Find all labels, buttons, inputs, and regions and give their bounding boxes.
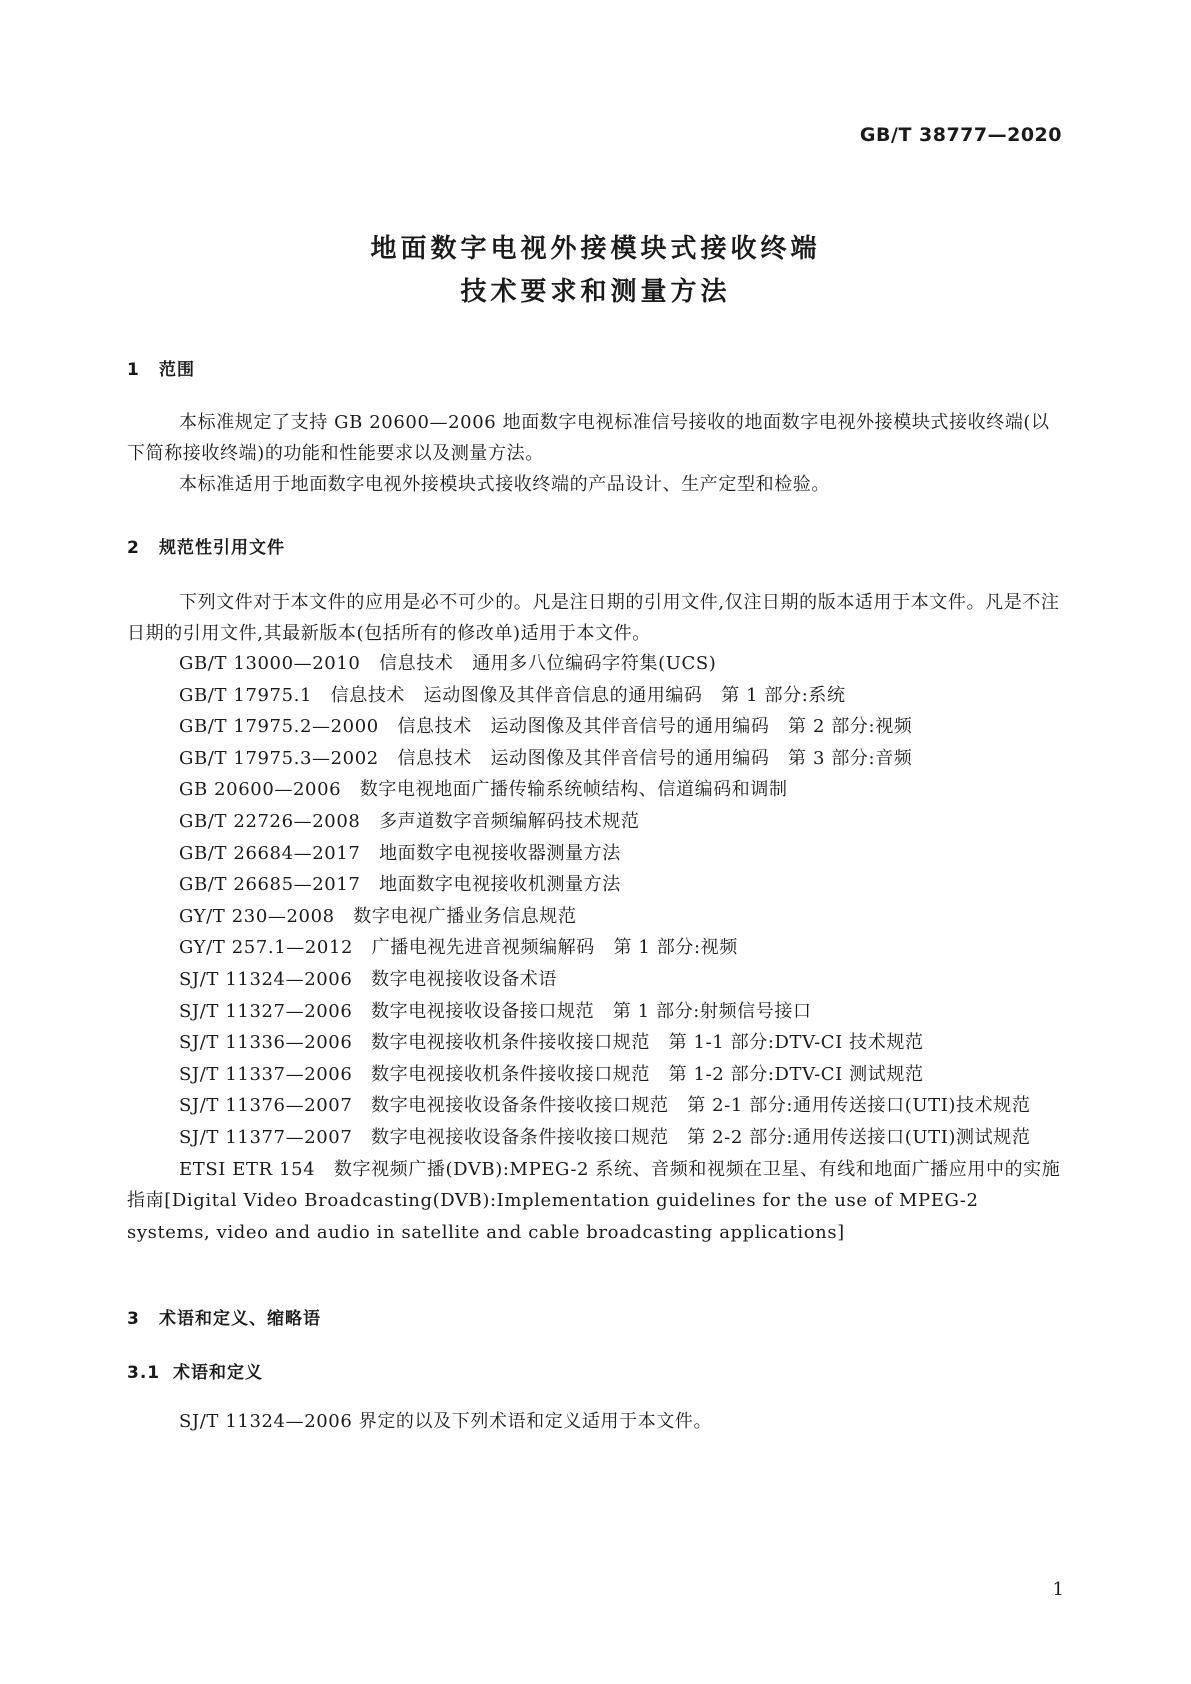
reference-item: GB/T 13000—2010 信息技术 通用多八位编码字符集(UCS) — [179, 653, 717, 674]
reference-item: GB/T 22726—2008 多声道数字音频编解码技术规范 — [179, 810, 640, 832]
paragraph: 下列文件对于本文件的应用是必不可少的。凡是注日期的引用文件,仅注日期的版本适用于本文件。凡是不注日期的引用文件,其最新版本(包括所有的修改单)适用于本文件。 — [127, 592, 1060, 644]
paragraph: 本标准适用于地面数字电视外接模块式接收终端的产品设计、生产定型和检验。 — [179, 474, 830, 495]
standard-number: GB/T 38777—2020 — [859, 124, 1062, 146]
reference-item: GB/T 17975.1 信息技术 运动图像及其伴音信息的通用编码 第 1 部分:系统 — [179, 684, 846, 706]
paragraph: 本标准规定了支持 GB 20600—2006 地面数字电视标准信号接收的地面数字电视外接模块式接收终端(以下简称接收终端)的功能和性能要求以及测量方法。 — [127, 412, 1050, 464]
section-number: 1 — [127, 360, 140, 380]
section-1-body — [127, 407, 1064, 500]
document-title — [0, 228, 1191, 314]
reference-item: GY/T 257.1—2012 广播电视先进音视频编解码 第 1 部分:视频 — [179, 937, 738, 959]
section-1-heading — [127, 355, 195, 380]
title-line-1: 地面数字电视外接模块式接收终端 — [370, 234, 821, 264]
subsection-title: 术语和定义 — [173, 1363, 263, 1383]
paragraph: SJ/T 11324—2006 界定的以及下列术语和定义适用于本文件。 — [179, 1411, 713, 1432]
reference-item: GB/T 17975.3—2002 信息技术 运动图像及其伴音信号的通用编码 第 3 部分:音频 — [179, 747, 913, 769]
reference-item: GB/T 17975.2—2000 信息技术 运动图像及其伴音信号的通用编码 第 2 部分:视频 — [179, 716, 913, 738]
reference-item: SJ/T 11377—2007 数字电视接收设备条件接收接口规范 第 2-2 部分:通用传送接口(UTI)测试规范 — [179, 1126, 1031, 1148]
subsection-number: 3.1 — [127, 1363, 161, 1383]
section-number: 2 — [127, 538, 140, 558]
reference-item: SJ/T 11327—2006 数字电视接收设备接口规范 第 1 部分:射频信号接口 — [179, 1000, 812, 1022]
section-title: 术语和定义、缩略语 — [159, 1309, 321, 1329]
page-number: 1 — [1052, 1579, 1064, 1600]
reference-item: GY/T 230—2008 数字电视广播业务信息规范 — [179, 905, 577, 927]
section-3-1-body — [127, 1406, 1064, 1437]
reference-item: SJ/T 11324—2006 数字电视接收设备术语 — [179, 968, 558, 990]
section-3-1-heading — [127, 1358, 263, 1383]
section-title: 范围 — [159, 360, 195, 380]
section-number: 3 — [127, 1309, 140, 1329]
reference-item: SJ/T 11376—2007 数字电视接收设备条件接收接口规范 第 2-1 部分:通用传送接口(UTI)技术规范 — [179, 1095, 1031, 1117]
reference-item: GB/T 26685—2017 地面数字电视接收机测量方法 — [179, 874, 621, 896]
section-title: 规范性引用文件 — [159, 538, 285, 558]
section-3-heading — [127, 1304, 321, 1329]
reference-item: ETSI ETR 154 数字视频广播(DVB):MPEG-2 系统、音频和视频在卫星、有线和地面广播应用中的实施指南[Digital Video Broadcasting(DVB):Implementation guidelines for the use of MPEG-2 systems, video and audio in satellite and cable broadcasting applications] — [127, 1158, 1061, 1243]
title-line-2: 技术要求和测量方法 — [460, 277, 731, 307]
reference-list — [127, 648, 1064, 1248]
reference-item: GB 20600—2006 数字电视地面广播传输系统帧结构、信道编码和调制 — [179, 779, 788, 801]
reference-item: SJ/T 11337—2006 数字电视接收机条件接收接口规范 第 1-2 部分:DTV-CI 测试规范 — [179, 1063, 924, 1085]
section-2-heading — [127, 533, 285, 558]
section-2-intro — [127, 587, 1064, 649]
reference-item: SJ/T 11336—2006 数字电视接收机条件接收接口规范 第 1-1 部分:DTV-CI 技术规范 — [179, 1032, 924, 1054]
reference-item: GB/T 26684—2017 地面数字电视接收器测量方法 — [179, 842, 621, 864]
